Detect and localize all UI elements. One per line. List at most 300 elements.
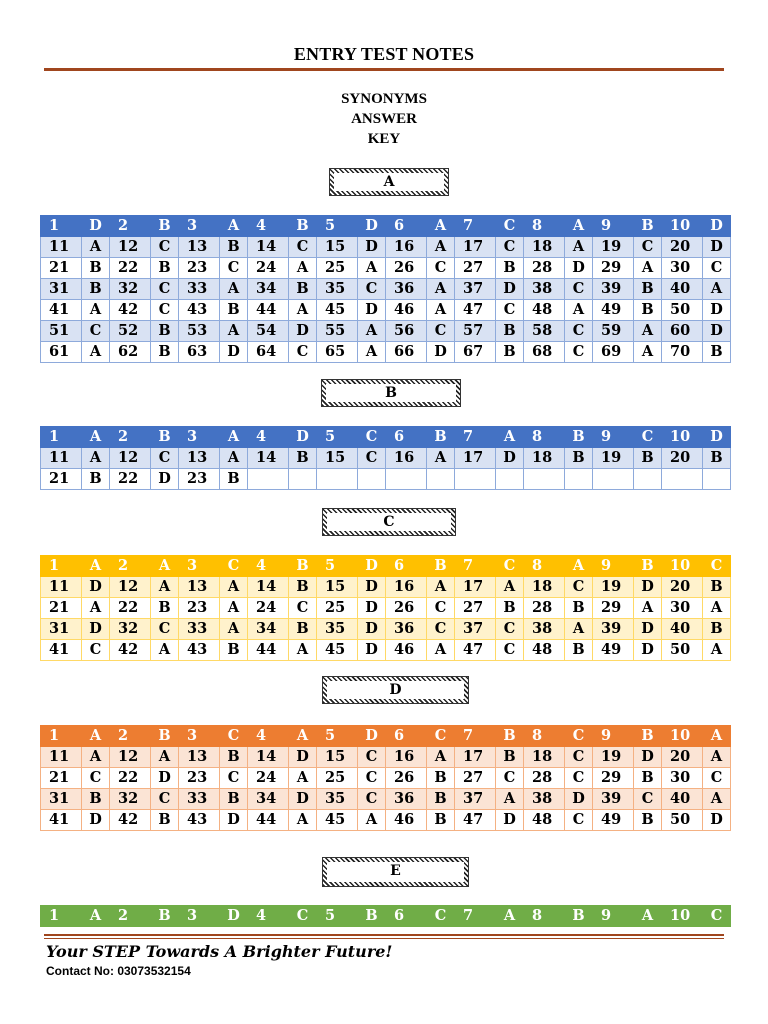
question-number: 29: [593, 768, 634, 789]
question-number: 36: [386, 789, 427, 810]
question-number: 8: [524, 556, 565, 577]
answer-letter: D: [358, 726, 386, 747]
table-row: [41, 577, 731, 598]
answer-letter: B: [427, 810, 455, 831]
answer-letter: A: [82, 726, 110, 747]
table-row: [41, 810, 731, 831]
question-number: 17: [455, 448, 496, 469]
question-number: 46: [386, 300, 427, 321]
answer-letter: D: [289, 321, 317, 342]
answer-letter: A: [565, 619, 593, 640]
question-number: 18: [524, 577, 565, 598]
table-row: [41, 906, 731, 927]
question-number: 21: [41, 258, 82, 279]
answer-letter: B: [289, 556, 317, 577]
question-number: 18: [524, 237, 565, 258]
answer-letter: D: [289, 789, 317, 810]
answer-letter: B: [220, 789, 248, 810]
answer-letter: C: [151, 279, 179, 300]
answer-letter: B: [496, 258, 524, 279]
answer-letter: B: [427, 556, 455, 577]
answer-letter: B: [220, 237, 248, 258]
answer-letter: A: [289, 726, 317, 747]
question-number: 57: [455, 321, 496, 342]
answer-letter: A: [427, 640, 455, 661]
answer-letter: C: [565, 342, 593, 363]
answer-letter: D: [427, 342, 455, 363]
answer-letter: B: [496, 321, 524, 342]
question-number: 1: [41, 906, 82, 927]
question-number: 5: [317, 427, 358, 448]
answer-letter: D: [220, 906, 248, 927]
header-rule: [44, 68, 724, 71]
answer-letter: A: [151, 640, 179, 661]
answer-letter: D: [634, 747, 662, 768]
answer-letter: D: [220, 342, 248, 363]
answer-letter: D: [358, 598, 386, 619]
question-number: 62: [110, 342, 151, 363]
answer-letter: C: [358, 747, 386, 768]
answer-letter: B: [496, 342, 524, 363]
question-number: 30: [662, 258, 703, 279]
question-number: 2: [110, 906, 151, 927]
answer-letter: B: [565, 427, 593, 448]
answer-letter: D: [703, 237, 731, 258]
question-number: 16: [386, 577, 427, 598]
answer-letter: B: [151, 726, 179, 747]
question-number: 36: [386, 619, 427, 640]
question-number: 68: [524, 342, 565, 363]
answer-letter: A: [703, 598, 731, 619]
answer-letter: C: [496, 216, 524, 237]
table-row: [41, 342, 731, 363]
question-number: 56: [386, 321, 427, 342]
question-number: 29: [593, 258, 634, 279]
table-row: [41, 469, 731, 490]
answer-letter: D: [220, 810, 248, 831]
answer-letter: A: [565, 237, 593, 258]
question-number: 53: [179, 321, 220, 342]
answer-letter: D: [496, 279, 524, 300]
question-number: 6: [386, 427, 427, 448]
question-number: 19: [593, 237, 634, 258]
answer-letter: D: [634, 619, 662, 640]
question-number: 8: [524, 427, 565, 448]
footer-rule: [44, 934, 724, 936]
answer-letter: B: [289, 577, 317, 598]
question-number: 59: [593, 321, 634, 342]
table-row: [41, 556, 731, 577]
question-number: 20: [662, 577, 703, 598]
question-number: 4: [248, 906, 289, 927]
question-number: 3: [179, 726, 220, 747]
answer-letter: C: [703, 556, 731, 577]
answer-letter: B: [565, 906, 593, 927]
answer-letter: A: [289, 810, 317, 831]
question-number: 44: [248, 810, 289, 831]
answer-letter: A: [289, 768, 317, 789]
answer-letter: B: [427, 789, 455, 810]
question-number: 27: [455, 768, 496, 789]
answer-letter: A: [634, 342, 662, 363]
question-number: 10: [662, 906, 703, 927]
question-number: 48: [524, 640, 565, 661]
answer-letter: B: [703, 448, 731, 469]
question-number: 1: [41, 726, 82, 747]
question-number: 6: [386, 726, 427, 747]
question-number: 31: [41, 789, 82, 810]
question-number: 45: [317, 300, 358, 321]
answer-letter: C: [565, 279, 593, 300]
answer-letter: D: [151, 768, 179, 789]
answer-table-c: [40, 555, 731, 661]
answer-letter: C: [220, 258, 248, 279]
table-row: [41, 237, 731, 258]
question-number: 24: [248, 768, 289, 789]
table-row: [41, 747, 731, 768]
question-number: 17: [455, 237, 496, 258]
answer-letter: A: [82, 427, 110, 448]
answer-letter: C: [427, 906, 455, 927]
answer-letter: B: [496, 747, 524, 768]
answer-letter: C: [151, 237, 179, 258]
question-number: 23: [179, 598, 220, 619]
answer-letter: C: [565, 577, 593, 598]
answer-letter: A: [703, 789, 731, 810]
answer-letter: B: [289, 448, 317, 469]
answer-letter: D: [565, 789, 593, 810]
question-number: 48: [524, 300, 565, 321]
answer-letter: C: [358, 768, 386, 789]
section-label-a: A: [330, 169, 448, 195]
answer-letter: C: [427, 619, 455, 640]
footer-tagline: Your STEP Towards A Brighter Future!: [46, 942, 393, 961]
question-number: 49: [593, 810, 634, 831]
question-number: 18: [524, 747, 565, 768]
subtitle: [0, 89, 768, 149]
answer-letter: B: [289, 279, 317, 300]
question-number: 58: [524, 321, 565, 342]
question-number: 41: [41, 300, 82, 321]
answer-letter: D: [289, 747, 317, 768]
answer-letter: B: [634, 279, 662, 300]
answer-letter: A: [220, 279, 248, 300]
question-number: 4: [248, 427, 289, 448]
answer-letter: A: [427, 300, 455, 321]
answer-letter: A: [151, 556, 179, 577]
answer-letter: C: [220, 768, 248, 789]
answer-letter: C: [358, 427, 386, 448]
question-number: 38: [524, 789, 565, 810]
answer-letter: C: [220, 726, 248, 747]
answer-letter: C: [496, 237, 524, 258]
answer-letter: [565, 469, 593, 490]
question-number: 21: [41, 469, 82, 490]
answer-letter: B: [82, 279, 110, 300]
answer-letter: B: [220, 640, 248, 661]
question-number: 8: [524, 726, 565, 747]
question-number: 13: [179, 747, 220, 768]
answer-letter: C: [82, 768, 110, 789]
question-number: 23: [179, 768, 220, 789]
answer-letter: A: [220, 598, 248, 619]
answer-letter: D: [358, 619, 386, 640]
question-number: [248, 469, 289, 490]
answer-letter: D: [82, 216, 110, 237]
question-number: 50: [662, 640, 703, 661]
question-number: 16: [386, 747, 427, 768]
question-number: 22: [110, 258, 151, 279]
question-number: 41: [41, 810, 82, 831]
answer-letter: B: [289, 216, 317, 237]
question-number: 2: [110, 556, 151, 577]
question-number: 30: [662, 768, 703, 789]
question-number: 38: [524, 619, 565, 640]
answer-letter: B: [151, 321, 179, 342]
answer-letter: D: [358, 300, 386, 321]
question-number: 44: [248, 640, 289, 661]
answer-letter: A: [82, 237, 110, 258]
answer-letter: C: [496, 556, 524, 577]
footer-contact: Contact No: 03073532154: [46, 964, 191, 978]
question-number: 33: [179, 789, 220, 810]
question-number: 7: [455, 556, 496, 577]
question-number: 15: [317, 747, 358, 768]
question-number: 12: [110, 237, 151, 258]
answer-letter: D: [358, 556, 386, 577]
question-number: 47: [455, 300, 496, 321]
answer-letter: A: [427, 747, 455, 768]
question-number: 26: [386, 768, 427, 789]
question-number: 42: [110, 640, 151, 661]
answer-letter: A: [220, 321, 248, 342]
answer-letter: C: [634, 789, 662, 810]
answer-letter: [703, 469, 731, 490]
question-number: 22: [110, 469, 151, 490]
table-row: [41, 321, 731, 342]
answer-letter: C: [565, 747, 593, 768]
question-number: 42: [110, 300, 151, 321]
question-number: 67: [455, 342, 496, 363]
question-number: 1: [41, 427, 82, 448]
table-row: [41, 789, 731, 810]
answer-letter: C: [703, 906, 731, 927]
table-row: [41, 726, 731, 747]
question-number: 43: [179, 810, 220, 831]
answer-letter: A: [82, 342, 110, 363]
answer-letter: C: [427, 258, 455, 279]
table-row: [41, 448, 731, 469]
question-number: 26: [386, 598, 427, 619]
question-number: 46: [386, 810, 427, 831]
answer-letter: A: [703, 747, 731, 768]
question-number: 60: [662, 321, 703, 342]
question-number: 9: [593, 556, 634, 577]
question-number: 66: [386, 342, 427, 363]
question-number: 31: [41, 279, 82, 300]
question-number: 24: [248, 258, 289, 279]
table-row: [41, 300, 731, 321]
question-number: [593, 469, 634, 490]
answer-letter: A: [358, 342, 386, 363]
answer-table-b: [40, 426, 731, 490]
answer-letter: D: [289, 427, 317, 448]
question-number: 48: [524, 810, 565, 831]
question-number: 12: [110, 747, 151, 768]
answer-letter: B: [151, 258, 179, 279]
question-number: 34: [248, 789, 289, 810]
answer-table-e: [40, 905, 731, 927]
answer-letter: B: [634, 448, 662, 469]
question-number: 11: [41, 577, 82, 598]
question-number: 35: [317, 619, 358, 640]
answer-letter: B: [634, 726, 662, 747]
answer-letter: A: [82, 598, 110, 619]
question-number: 21: [41, 598, 82, 619]
question-number: 20: [662, 747, 703, 768]
answer-letter: A: [634, 258, 662, 279]
answer-table-d: [40, 725, 731, 831]
question-number: 50: [662, 810, 703, 831]
question-number: [662, 469, 703, 490]
question-number: 49: [593, 640, 634, 661]
answer-letter: B: [82, 258, 110, 279]
answer-letter: C: [496, 640, 524, 661]
question-number: 37: [455, 789, 496, 810]
question-number: 2: [110, 216, 151, 237]
question-number: 16: [386, 237, 427, 258]
answer-letter: [496, 469, 524, 490]
answer-letter: [358, 469, 386, 490]
answer-letter: A: [703, 726, 731, 747]
section-label-c: C: [323, 509, 455, 535]
answer-letter: D: [703, 321, 731, 342]
question-number: 1: [41, 216, 82, 237]
answer-letter: B: [427, 427, 455, 448]
answer-letter: B: [496, 726, 524, 747]
answer-letter: B: [220, 747, 248, 768]
answer-letter: B: [427, 768, 455, 789]
answer-letter: D: [358, 640, 386, 661]
question-number: 32: [110, 279, 151, 300]
subtitle-line: ANSWER: [351, 111, 417, 127]
answer-letter: C: [82, 640, 110, 661]
question-number: 45: [317, 640, 358, 661]
answer-letter: A: [151, 577, 179, 598]
answer-letter: A: [151, 747, 179, 768]
question-number: 17: [455, 577, 496, 598]
answer-letter: A: [220, 448, 248, 469]
question-number: [386, 469, 427, 490]
answer-letter: C: [427, 598, 455, 619]
answer-letter: B: [703, 577, 731, 598]
table-row: [41, 216, 731, 237]
question-number: 40: [662, 279, 703, 300]
question-number: 3: [179, 906, 220, 927]
question-number: 9: [593, 216, 634, 237]
question-number: 28: [524, 258, 565, 279]
answer-letter: D: [703, 810, 731, 831]
question-number: 31: [41, 619, 82, 640]
answer-letter: D: [358, 216, 386, 237]
answer-letter: A: [358, 810, 386, 831]
answer-letter: C: [358, 279, 386, 300]
answer-letter: A: [82, 556, 110, 577]
question-number: 22: [110, 768, 151, 789]
question-number: 5: [317, 556, 358, 577]
answer-letter: D: [703, 427, 731, 448]
question-number: 18: [524, 448, 565, 469]
table-row: [41, 598, 731, 619]
question-number: 3: [179, 556, 220, 577]
question-number: 25: [317, 598, 358, 619]
answer-letter: B: [565, 640, 593, 661]
question-number: 13: [179, 448, 220, 469]
answer-letter: B: [82, 469, 110, 490]
question-number: 22: [110, 598, 151, 619]
question-number: 10: [662, 726, 703, 747]
table-row: [41, 640, 731, 661]
answer-letter: B: [634, 810, 662, 831]
question-number: 38: [524, 279, 565, 300]
question-number: 6: [386, 906, 427, 927]
answer-letter: C: [289, 598, 317, 619]
question-number: 7: [455, 427, 496, 448]
answer-letter: B: [82, 789, 110, 810]
answer-letter: A: [220, 427, 248, 448]
answer-letter: C: [358, 448, 386, 469]
question-number: 12: [110, 577, 151, 598]
answer-letter: C: [82, 321, 110, 342]
answer-letter: A: [82, 300, 110, 321]
question-number: 10: [662, 427, 703, 448]
answer-letter: B: [151, 906, 179, 927]
answer-letter: C: [427, 726, 455, 747]
answer-letter: A: [496, 789, 524, 810]
question-number: 65: [317, 342, 358, 363]
answer-letter: A: [289, 640, 317, 661]
answer-letter: C: [151, 619, 179, 640]
answer-letter: A: [634, 321, 662, 342]
question-number: 45: [317, 810, 358, 831]
question-number: 5: [317, 906, 358, 927]
question-number: 15: [317, 237, 358, 258]
question-number: 33: [179, 279, 220, 300]
subtitle-line: KEY: [367, 131, 401, 147]
question-number: 5: [317, 216, 358, 237]
table-row: [41, 427, 731, 448]
answer-letter: [427, 469, 455, 490]
question-number: 7: [455, 726, 496, 747]
question-number: 2: [110, 427, 151, 448]
answer-letter: B: [151, 598, 179, 619]
question-number: 12: [110, 448, 151, 469]
question-number: 15: [317, 448, 358, 469]
answer-letter: C: [496, 300, 524, 321]
table-row: [41, 258, 731, 279]
question-number: 25: [317, 768, 358, 789]
question-number: 27: [455, 258, 496, 279]
subtitle-line: SYNONYMS: [341, 91, 427, 107]
answer-letter: A: [427, 237, 455, 258]
question-number: 70: [662, 342, 703, 363]
answer-letter: A: [634, 906, 662, 927]
question-number: 34: [248, 619, 289, 640]
answer-letter: A: [427, 448, 455, 469]
page-title: ENTRY TEST NOTES: [293, 44, 475, 64]
answer-letter: A: [427, 577, 455, 598]
answer-letter: A: [220, 577, 248, 598]
